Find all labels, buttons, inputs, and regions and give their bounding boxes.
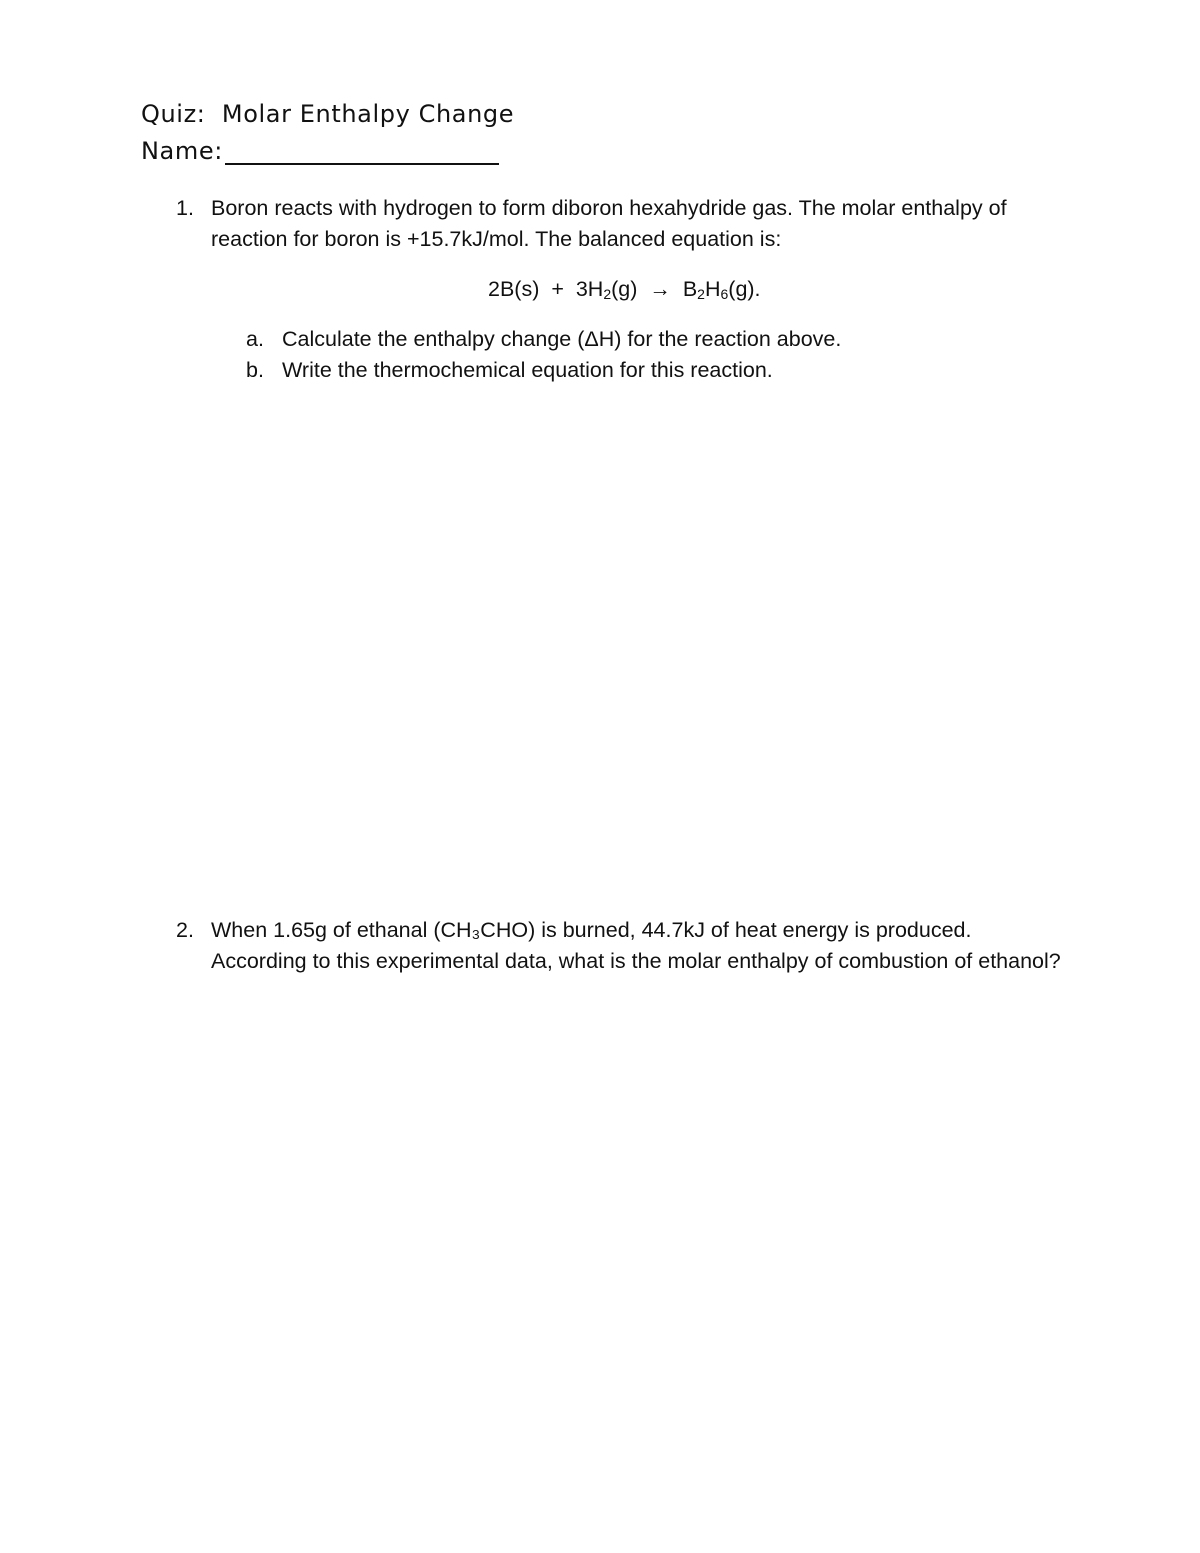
name-label: Name: [141,137,223,165]
name-blank-line[interactable] [225,137,499,165]
part-text: Write the thermochemical equation for this reaction. [282,358,773,382]
part-label: a. [246,327,264,351]
question-text: When 1.65g of ethanal (CH₃CHO) is burned, 44.7kJ of heat energy is produced. According to this experimental data, what is the molar enthalpy of combustion of ethanol? [211,918,1061,973]
name-field-row [141,137,499,165]
equation-plus: + [551,277,564,301]
question-text: Boron reacts with hydrogen to form diboron hexahydride gas. The molar enthalpy of reaction for boron is +15.7kJ/mol. The balanced equation is: [211,196,1007,251]
equation-reactant-1: 2B(s) [488,277,540,301]
question-number: 1. [176,196,194,220]
page-title: Quiz: Molar Enthalpy Change [141,100,515,128]
equation-arrow: → [649,277,671,301]
question-1-part-b [246,355,773,479]
balanced-equation [488,274,761,305]
equation-product: $B_2H_6(g)$. [682,277,761,302]
question-number: 2. [176,918,194,942]
equation-reactant-2: $3H_2(g)$ [575,277,638,302]
part-text: Calculate the enthalpy change (ΔH) for the reaction above. [282,327,842,351]
part-label: b. [246,358,264,382]
